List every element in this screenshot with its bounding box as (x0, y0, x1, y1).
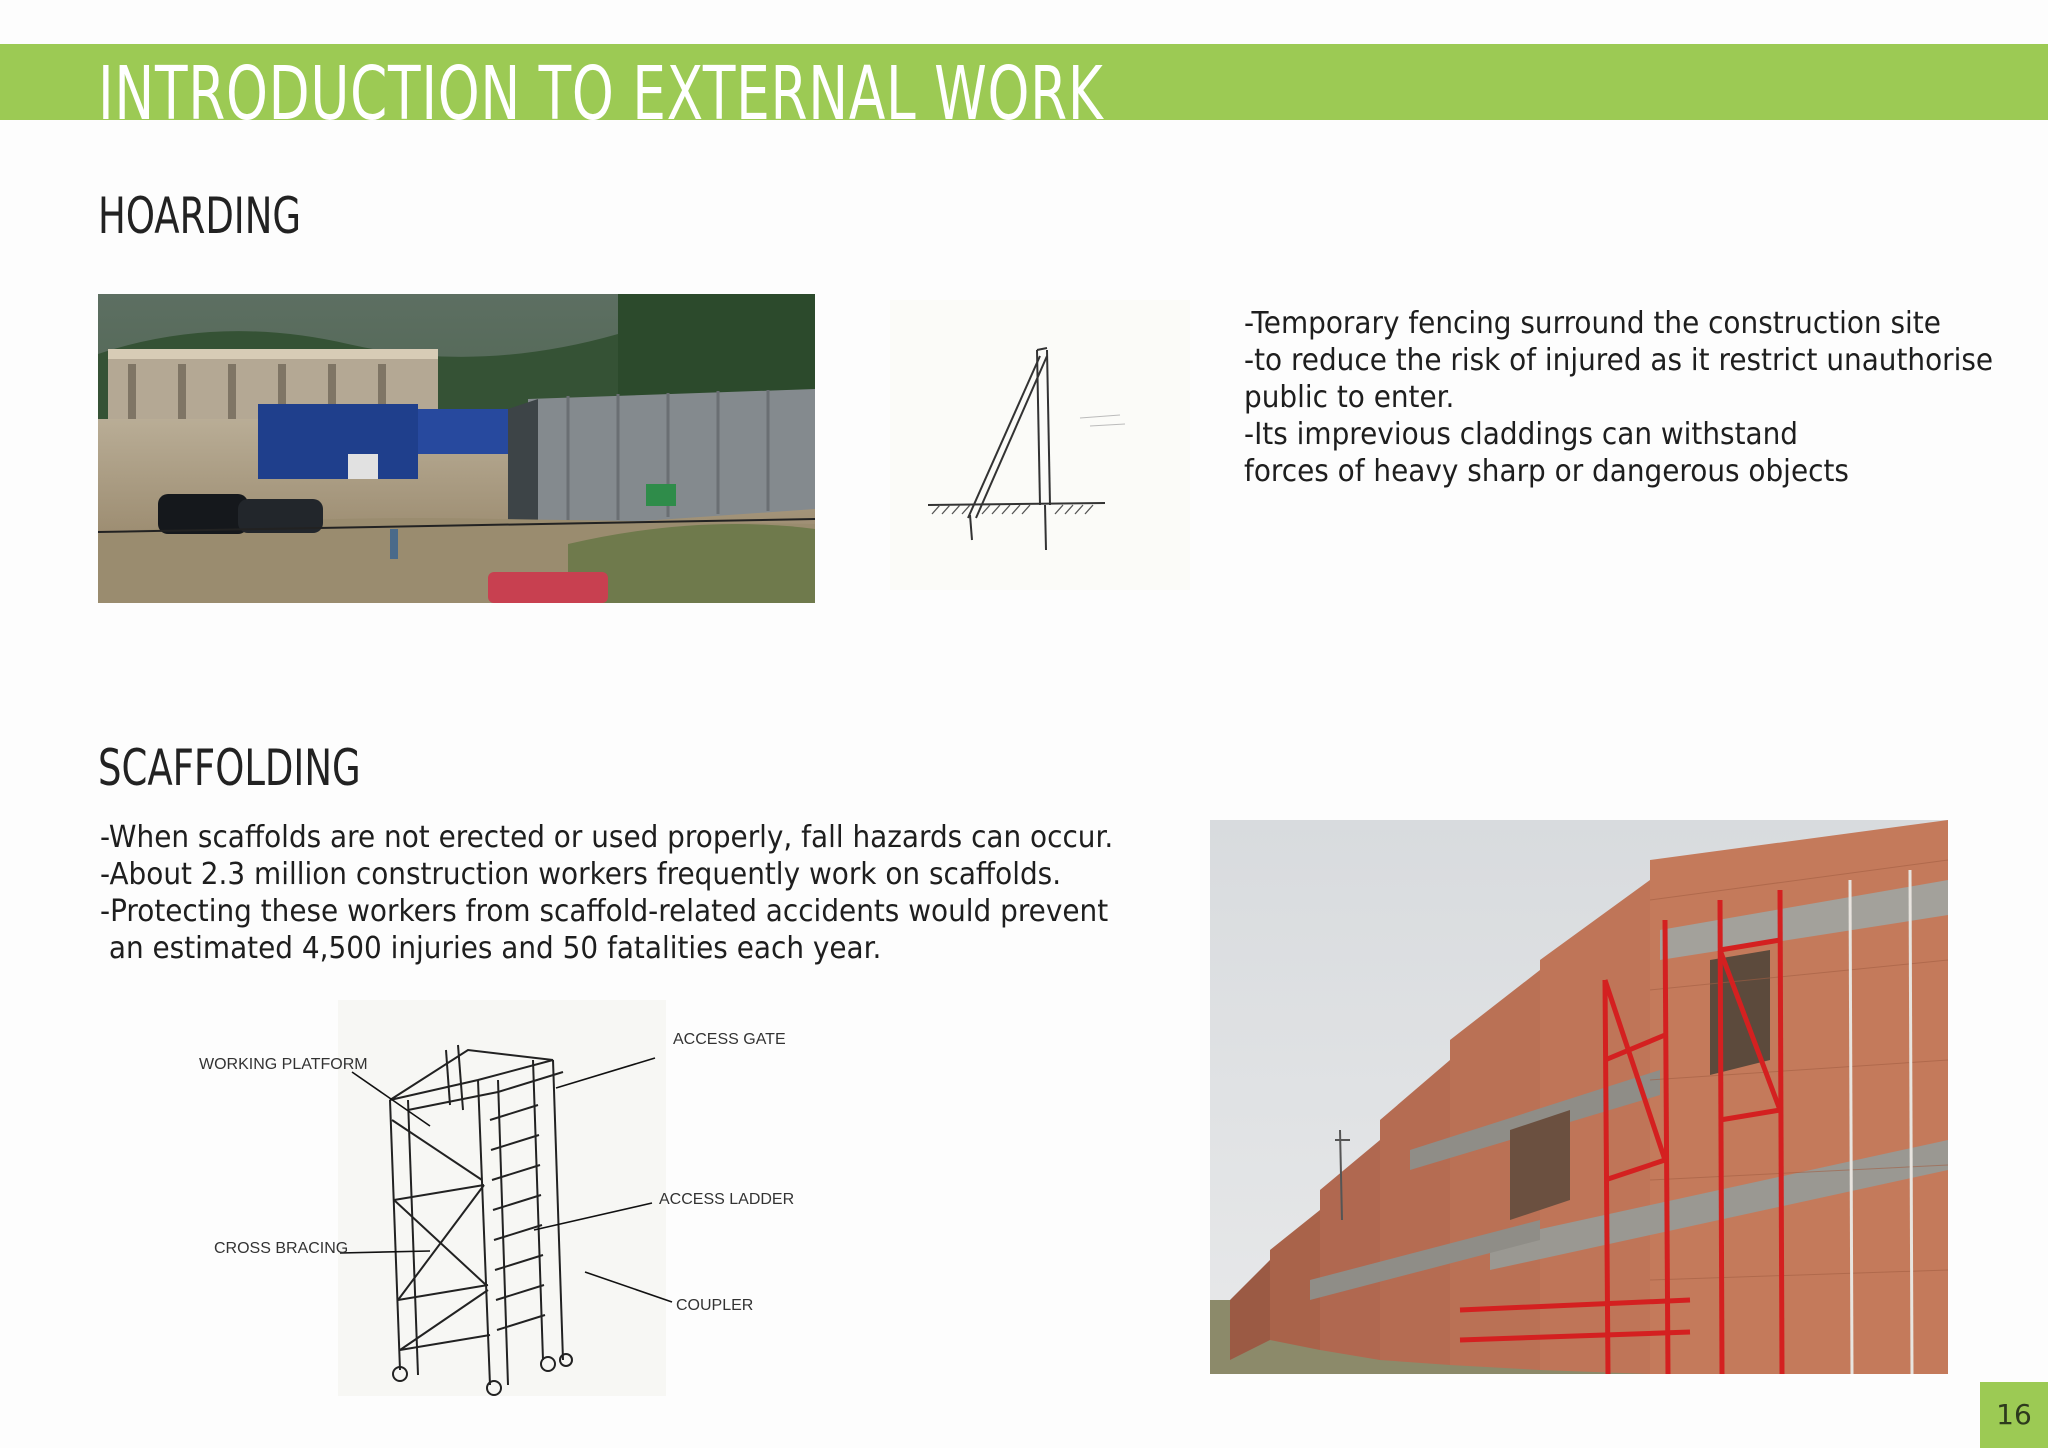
label-coupler: COUPLER (676, 1297, 754, 1314)
scaffolding-photo-image (1210, 820, 1948, 1374)
scaffolding-heading: SCAFFOLDING (98, 739, 361, 797)
page-number: 16 (1980, 1382, 2048, 1448)
hoarding-line: forces of heavy sharp or dangerous objects (1244, 454, 1849, 489)
hoarding-line: -to reduce the risk of injured as it restrict unauthorise (1244, 343, 1994, 378)
scaffolding-line: -Protecting these workers from scaffold-related accidents would prevent (100, 894, 1109, 929)
label-working-platform: WORKING PLATFORM (199, 1056, 368, 1073)
hoarding-line: public to enter. (1244, 380, 1455, 415)
hoarding-line: -Temporary fencing surround the construction site (1244, 306, 1941, 341)
scaffolding-line: -About 2.3 million construction workers frequently work on scaffolds. (100, 857, 1062, 892)
label-cross-bracing: CROSS BRACING (214, 1240, 349, 1257)
scaffolding-line: an estimated 4,500 injuries and 50 fatalities each year. (100, 931, 882, 966)
scaffolding-photo (1210, 820, 1948, 1374)
scaffolding-line: -When scaffolds are not erected or used properly, fall hazards can occur. (100, 820, 1114, 855)
hoarding-heading: HOARDING (98, 187, 302, 245)
label-access-gate: ACCESS GATE (673, 1031, 786, 1048)
hoarding-line: -Its imprevious claddings can withstand (1244, 417, 1799, 452)
page-title: INTRODUCTION TO EXTERNAL WORK (98, 51, 1104, 120)
label-access-ladder: ACCESS LADDER (659, 1191, 795, 1208)
